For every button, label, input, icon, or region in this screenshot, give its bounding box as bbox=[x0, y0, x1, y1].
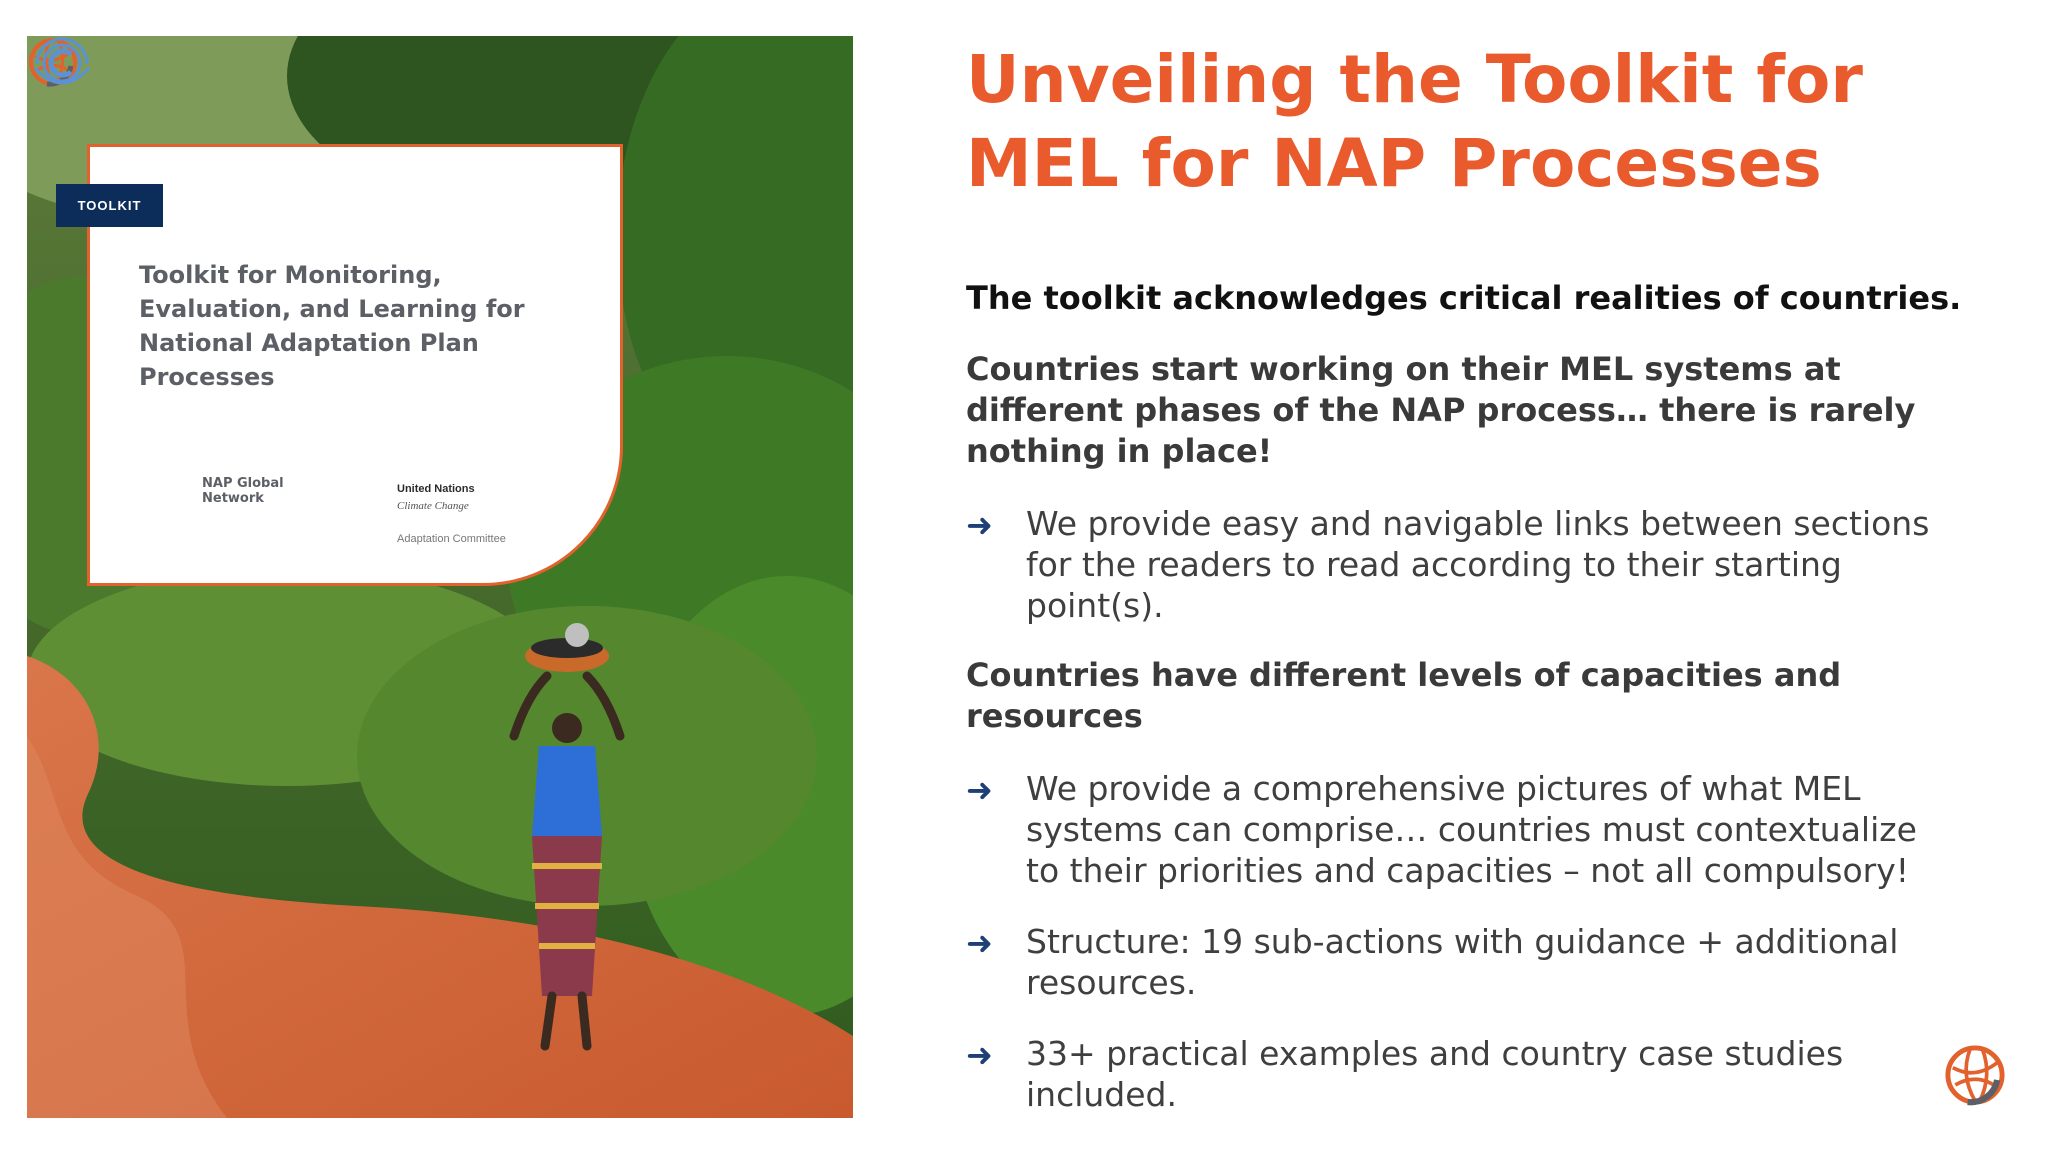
arrow-icon: ➜ bbox=[966, 924, 993, 962]
list-item bbox=[966, 768, 1966, 891]
arrow-icon: ➜ bbox=[966, 506, 993, 544]
lead-statement: The toolkit acknowledges critical realities of countries. bbox=[966, 279, 1962, 317]
bullet-text: 33+ practical examples and country case studies included. bbox=[1026, 1034, 1844, 1114]
section-heading-capacities: Countries have different levels of capacities and resources bbox=[966, 656, 1842, 735]
section-heading-phases: Countries start working on their MEL systems at different phases of the NAP process… there is rarely nothing in place! bbox=[966, 350, 1916, 470]
un-climate-logo-icon bbox=[27, 36, 97, 92]
cover-title: Toolkit for Monitoring, Evaluation, and Learning for National Adaptation Plan Processes bbox=[139, 261, 525, 391]
bullet-text: We provide a comprehensive pictures of what MEL systems can comprise… countries must contextualize to their priorities and capacities – not all compulsory! bbox=[1026, 769, 1917, 890]
un-name: United Nations bbox=[397, 483, 475, 495]
arrow-icon: ➜ bbox=[966, 1036, 993, 1074]
nap-network-label: NAP Global Network bbox=[202, 476, 284, 506]
adaptation-committee: Adaptation Committee bbox=[397, 533, 506, 545]
toolkit-tag: TOOLKIT bbox=[56, 184, 163, 227]
un-climate-change: Climate Change bbox=[397, 500, 469, 512]
list-item bbox=[966, 503, 1966, 626]
slide-title: Unveiling the Toolkit for MEL for NAP Processes bbox=[966, 41, 1863, 202]
list-item bbox=[966, 921, 1966, 1003]
toolkit-cover-photo bbox=[27, 36, 853, 1118]
arrow-icon: ➜ bbox=[966, 771, 993, 809]
bullet-text: Structure: 19 sub-actions with guidance + additional resources. bbox=[1026, 922, 1899, 1002]
list-item bbox=[966, 1033, 1966, 1115]
bullet-text: We provide easy and navigable links between sections for the readers to read according to their starting point(s). bbox=[1026, 504, 1930, 625]
globe-logo-icon bbox=[1943, 1043, 2007, 1107]
